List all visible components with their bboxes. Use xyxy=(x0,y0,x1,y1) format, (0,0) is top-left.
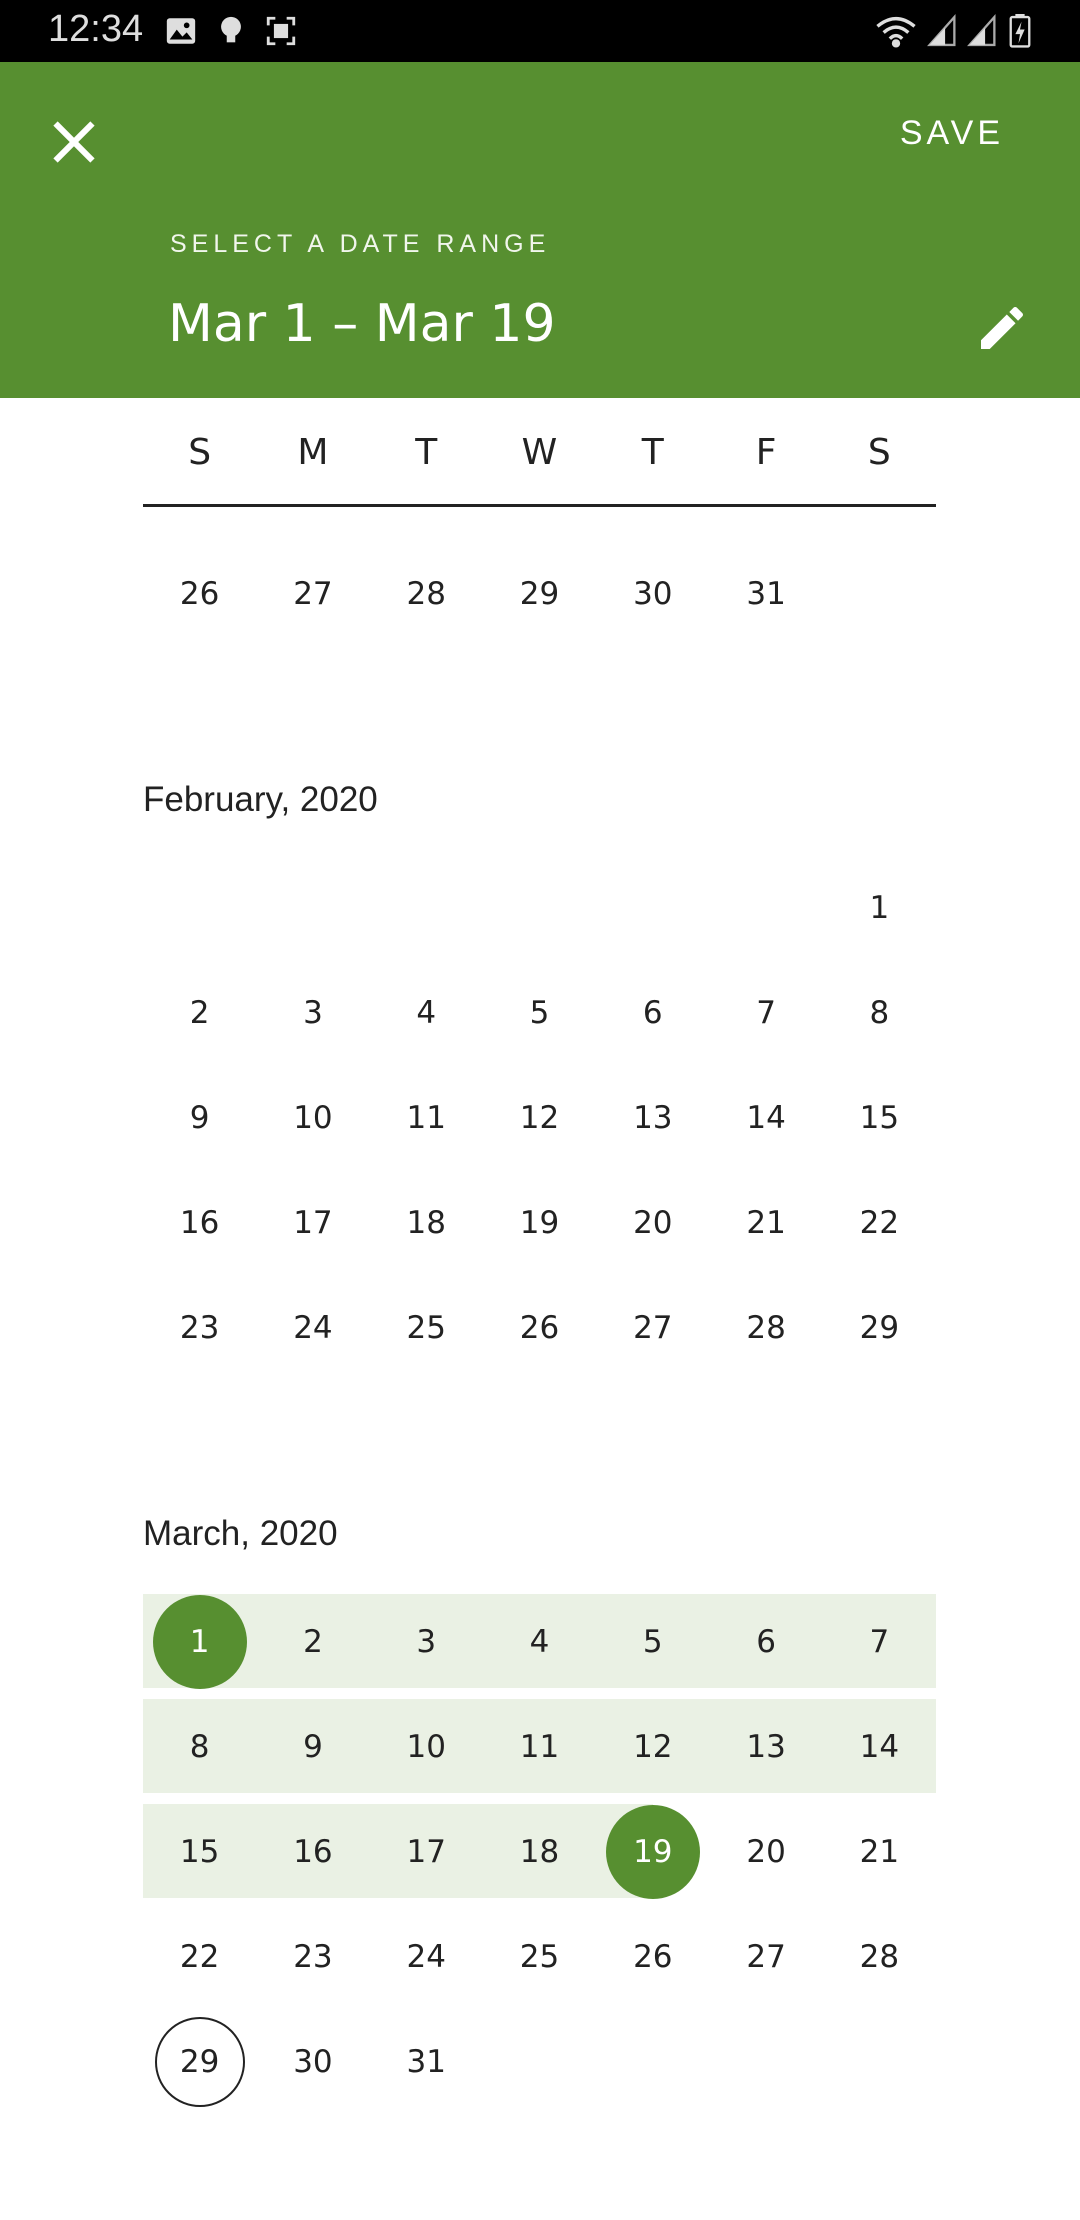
day-cell[interactable]: 26 xyxy=(179,576,220,612)
day-cell[interactable]: 20 xyxy=(746,1834,786,1870)
day-cell[interactable]: 29 xyxy=(519,576,560,612)
day-cell[interactable]: 29 xyxy=(859,1310,900,1346)
day-cell[interactable]: 28 xyxy=(746,1310,786,1346)
calendar-week-row xyxy=(143,1175,936,1271)
save-button[interactable]: SAVE xyxy=(899,114,1004,152)
day-cell[interactable]: 17 xyxy=(293,1205,333,1241)
day-cell[interactable]: 1 xyxy=(869,890,890,926)
day-cell[interactable]: 14 xyxy=(859,1729,900,1765)
calendar-week-row xyxy=(143,546,936,642)
weekday-fri: F xyxy=(755,432,777,473)
month-label: March, 2020 xyxy=(143,1514,338,1553)
day-cell[interactable]: 4 xyxy=(529,1624,550,1660)
day-cell[interactable]: 28 xyxy=(859,1939,900,1975)
day-cell[interactable]: 6 xyxy=(642,995,663,1031)
weekday-thu: T xyxy=(641,432,664,473)
day-cell[interactable]: 11 xyxy=(406,1100,446,1136)
day-cell[interactable]: 10 xyxy=(406,1729,446,1765)
day-cell[interactable]: 4 xyxy=(416,995,437,1031)
day-cell[interactable]: 13 xyxy=(633,1100,673,1136)
screenshot-icon xyxy=(264,14,298,52)
calendar-week-row xyxy=(143,1070,936,1166)
day-cell[interactable]: 15 xyxy=(179,1834,220,1870)
status-bar xyxy=(0,0,1080,62)
close-icon xyxy=(46,114,102,170)
close-button[interactable] xyxy=(46,114,102,170)
day-cell[interactable]: 5 xyxy=(529,995,550,1031)
battery-icon xyxy=(1008,14,1032,52)
day-cell[interactable]: 1 xyxy=(189,1624,210,1660)
day-cell[interactable]: 26 xyxy=(633,1939,673,1975)
weekday-wed: W xyxy=(521,432,558,473)
day-cell[interactable]: 27 xyxy=(633,1310,673,1346)
weekday-tue: T xyxy=(415,432,438,473)
edit-button[interactable] xyxy=(974,300,1030,356)
calendar-week-row xyxy=(143,1280,936,1376)
day-cell[interactable]: 16 xyxy=(179,1205,220,1241)
image-icon xyxy=(164,14,198,52)
day-cell[interactable]: 16 xyxy=(293,1834,333,1870)
day-cell[interactable]: 22 xyxy=(859,1205,900,1241)
day-cell[interactable]: 5 xyxy=(642,1624,663,1660)
day-cell[interactable]: 21 xyxy=(859,1834,900,1870)
day-cell[interactable]: 27 xyxy=(746,1939,786,1975)
day-cell[interactable]: 15 xyxy=(859,1100,900,1136)
day-cell[interactable]: 28 xyxy=(406,576,446,612)
day-cell[interactable]: 20 xyxy=(633,1205,673,1241)
day-cell[interactable]: 9 xyxy=(303,1729,323,1765)
day-cell[interactable]: 31 xyxy=(746,576,786,612)
day-cell[interactable]: 9 xyxy=(189,1100,210,1136)
day-cell[interactable]: 22 xyxy=(179,1939,220,1975)
weekday-sat: S xyxy=(867,432,891,473)
day-cell[interactable]: 25 xyxy=(519,1939,560,1975)
calendar-week-row xyxy=(143,2014,936,2110)
day-cell[interactable]: 30 xyxy=(633,576,673,612)
day-cell[interactable]: 23 xyxy=(179,1310,220,1346)
day-cell[interactable]: 23 xyxy=(293,1939,333,1975)
day-cell[interactable]: 19 xyxy=(519,1205,560,1241)
day-cell[interactable]: 12 xyxy=(633,1729,673,1765)
pencil-icon xyxy=(974,300,1030,356)
day-cell[interactable]: 12 xyxy=(519,1100,560,1136)
day-cell[interactable]: 7 xyxy=(756,995,776,1031)
calendar-week-row xyxy=(143,1804,936,1900)
day-cell[interactable]: 24 xyxy=(406,1939,446,1975)
signal-icon xyxy=(926,14,958,52)
wifi-icon xyxy=(874,14,918,52)
day-cell[interactable]: 27 xyxy=(293,576,333,612)
weekday-header xyxy=(143,398,936,507)
bulb-icon xyxy=(214,14,248,52)
calendar-week-row xyxy=(143,860,936,956)
day-cell[interactable]: 14 xyxy=(746,1100,786,1136)
date-range-header xyxy=(0,62,1080,398)
day-cell[interactable]: 21 xyxy=(746,1205,786,1241)
calendar-week-row xyxy=(143,965,936,1061)
day-cell[interactable]: 3 xyxy=(416,1624,437,1660)
day-cell[interactable]: 11 xyxy=(519,1729,560,1765)
day-cell[interactable]: 7 xyxy=(869,1624,890,1660)
calendar-week-row xyxy=(143,1909,936,2005)
day-cell[interactable]: 8 xyxy=(869,995,890,1031)
day-cell[interactable]: 19 xyxy=(633,1834,673,1870)
day-cell[interactable]: 2 xyxy=(303,1624,323,1660)
month-label: February, 2020 xyxy=(143,780,378,819)
status-time: 12:34 xyxy=(48,8,144,50)
day-cell[interactable]: 10 xyxy=(293,1100,333,1136)
day-cell[interactable]: 18 xyxy=(519,1834,560,1870)
calendar-week-row xyxy=(143,1594,936,1690)
signal-icon xyxy=(966,14,998,52)
weekday-mon: M xyxy=(297,432,329,473)
day-cell[interactable]: 30 xyxy=(293,2044,333,2080)
day-cell[interactable]: 17 xyxy=(406,1834,446,1870)
day-cell[interactable]: 18 xyxy=(406,1205,446,1241)
day-cell[interactable]: 6 xyxy=(756,1624,776,1660)
day-cell[interactable]: 24 xyxy=(293,1310,333,1346)
day-cell[interactable]: 2 xyxy=(189,995,210,1031)
day-cell[interactable]: 13 xyxy=(746,1729,786,1765)
selected-range-text: Mar 1 – Mar 19 xyxy=(168,294,556,354)
day-cell[interactable]: 29 xyxy=(179,2044,220,2080)
day-cell[interactable]: 26 xyxy=(519,1310,560,1346)
day-cell[interactable]: 31 xyxy=(406,2044,446,2080)
day-cell[interactable]: 25 xyxy=(406,1310,446,1346)
day-cell[interactable]: 3 xyxy=(303,995,323,1031)
header-subtitle: SELECT A DATE RANGE xyxy=(170,230,551,258)
calendar-week-row xyxy=(143,1699,936,1795)
day-cell[interactable]: 8 xyxy=(189,1729,210,1765)
weekday-sun: S xyxy=(188,432,212,473)
